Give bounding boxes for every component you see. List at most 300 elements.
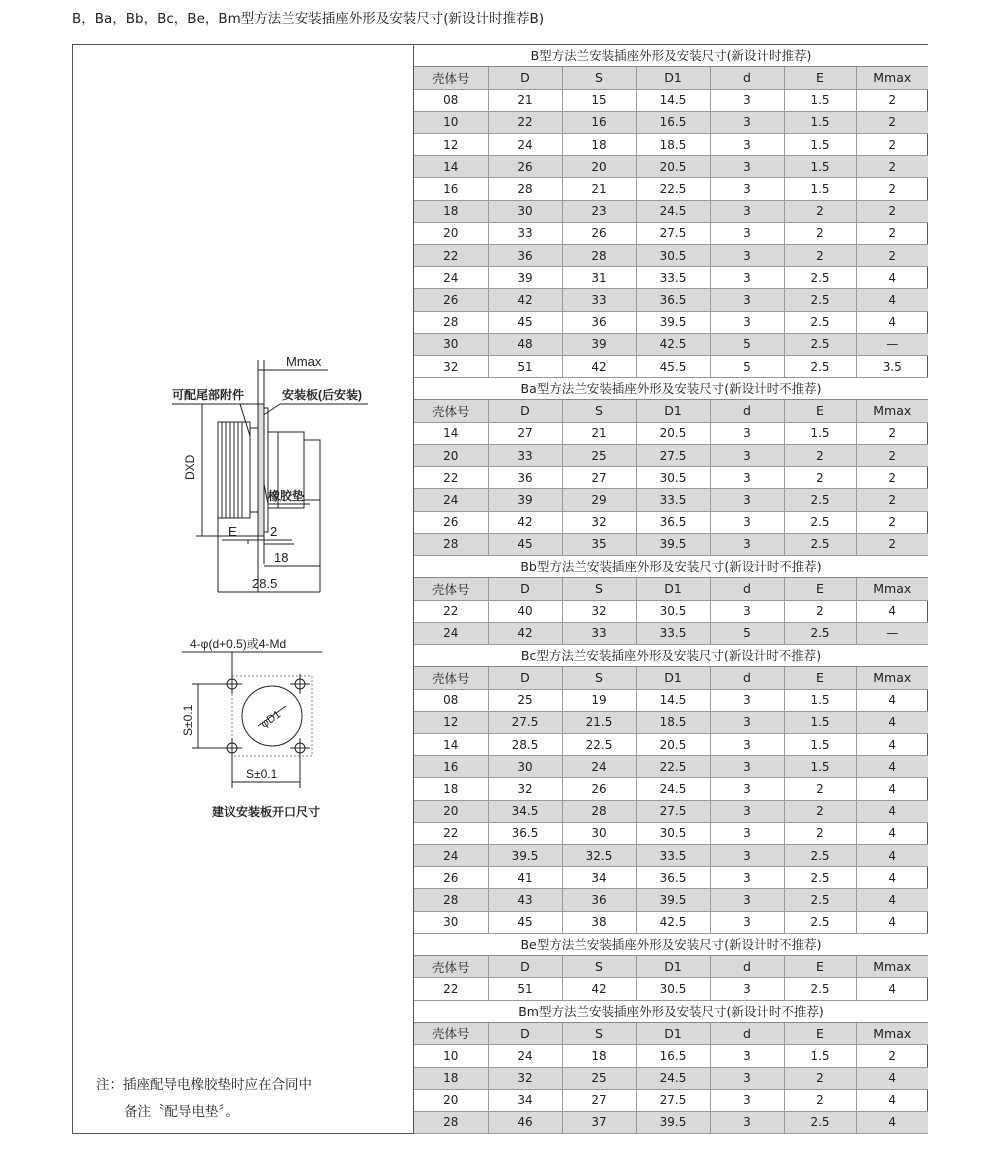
table-cell: 1.5 [784, 89, 856, 111]
table-cell: 3 [710, 978, 784, 1000]
table-section [414, 556, 928, 645]
table-cell: 1.5 [784, 111, 856, 133]
table-cell: 2.5 [784, 911, 856, 933]
table-cell: 4 [856, 689, 928, 711]
e-label: E [228, 524, 237, 539]
table-cell: 42 [488, 622, 562, 644]
column-header: Mmax [856, 956, 928, 978]
table-row [414, 267, 928, 289]
dimension-table [414, 67, 928, 378]
table-cell: 3 [710, 1089, 784, 1111]
table-cell: 3 [710, 867, 784, 889]
table-cell: 25 [562, 1067, 636, 1089]
table-cell: 3 [710, 533, 784, 555]
table-cell: 20.5 [636, 156, 710, 178]
table-cell: 30 [562, 822, 636, 844]
table-cell: 34 [562, 867, 636, 889]
table-cell: 43 [488, 889, 562, 911]
column-header: Mmax [856, 578, 928, 600]
table-cell: 18 [414, 200, 488, 222]
table-cell: 2 [856, 178, 928, 200]
drawing-panel [72, 44, 414, 1134]
table-row [414, 222, 928, 244]
table-cell: 3 [710, 289, 784, 311]
column-header: D1 [636, 67, 710, 89]
table-cell: 29 [562, 489, 636, 511]
table-cell: 3 [710, 445, 784, 467]
table-cell: 42 [488, 289, 562, 311]
note-line-2: 备注〝配导电垫〞。 [124, 1104, 239, 1120]
table-cell: 3 [710, 756, 784, 778]
column-header: D1 [636, 667, 710, 689]
table-header-row [414, 578, 928, 600]
table-cell: 39 [488, 267, 562, 289]
table-cell: 32 [488, 1067, 562, 1089]
table-row [414, 333, 928, 355]
table-cell: 25 [562, 445, 636, 467]
table-cell: 2 [856, 245, 928, 267]
table-cell: 26 [488, 156, 562, 178]
table-cell: 2 [856, 89, 928, 111]
table-cell: 2 [856, 533, 928, 555]
table-cell: — [856, 622, 928, 644]
dimension-table [414, 667, 928, 934]
section-title: B型方法兰安装插座外形及安装尺寸(新设计时推荐) [414, 45, 928, 67]
table-cell: 2 [784, 467, 856, 489]
column-header: S [562, 400, 636, 422]
table-cell: 10 [414, 1045, 488, 1067]
table-row [414, 911, 928, 933]
table-section [414, 645, 928, 934]
table-cell: 1.5 [784, 734, 856, 756]
table-row [414, 756, 928, 778]
dimension-table [414, 578, 928, 645]
gasket-label: 橡胶垫 [268, 489, 305, 503]
table-cell: 20 [414, 800, 488, 822]
table-cell: 22 [414, 467, 488, 489]
table-cell: 3 [710, 889, 784, 911]
table-cell: 2.5 [784, 978, 856, 1000]
table-cell: 2.5 [784, 289, 856, 311]
table-cell: 39.5 [636, 533, 710, 555]
column-header: D [488, 67, 562, 89]
table-cell: 2.5 [784, 267, 856, 289]
section-title: Bc型方法兰安装插座外形及安装尺寸(新设计时不推荐) [414, 645, 928, 667]
mmax-label: Mmax [286, 354, 322, 369]
table-cell: 2.5 [784, 511, 856, 533]
table-cell: 16 [414, 178, 488, 200]
table-cell: 24.5 [636, 1067, 710, 1089]
table-cell: 33.5 [636, 622, 710, 644]
table-cell: 3 [710, 245, 784, 267]
table-cell: 20 [414, 1089, 488, 1111]
table-cell: 45.5 [636, 355, 710, 377]
table-cell: 27.5 [636, 1089, 710, 1111]
table-cell: 3 [710, 222, 784, 244]
table-cell: 2.5 [784, 489, 856, 511]
table-cell: 2 [784, 1067, 856, 1089]
table-cell: 4 [856, 867, 928, 889]
column-header: 壳体号 [414, 578, 488, 600]
table-cell: 2.5 [784, 533, 856, 555]
table-cell: 4 [856, 800, 928, 822]
table-cell: 36 [562, 889, 636, 911]
table-cell: 51 [488, 978, 562, 1000]
table-cell: 2.5 [784, 1111, 856, 1133]
table-cell: 30.5 [636, 467, 710, 489]
table-row [414, 978, 928, 1000]
table-cell: 08 [414, 689, 488, 711]
table-cell: 18 [562, 134, 636, 156]
table-cell: 3 [710, 89, 784, 111]
table-cell: 22 [414, 600, 488, 622]
section-title: Ba型方法兰安装插座外形及安装尺寸(新设计时不推荐) [414, 378, 928, 400]
table-cell: 2 [784, 800, 856, 822]
table-cell: 36.5 [488, 822, 562, 844]
column-header: d [710, 956, 784, 978]
table-cell: 32 [562, 511, 636, 533]
tail-accessory-label: 可配尾部附件 [172, 388, 245, 402]
table-cell: 36 [562, 311, 636, 333]
table-row [414, 889, 928, 911]
dim-28-5-label: 28.5 [252, 576, 278, 591]
column-header: E [784, 956, 856, 978]
table-cell: 22.5 [636, 178, 710, 200]
table-cell: 4 [856, 778, 928, 800]
table-cell: 34.5 [488, 800, 562, 822]
table-cell: 2 [856, 1045, 928, 1067]
column-header: E [784, 67, 856, 89]
table-cell: 2 [784, 600, 856, 622]
table-cell: 2 [856, 445, 928, 467]
table-cell: 35 [562, 533, 636, 555]
table-cell: 3 [710, 489, 784, 511]
table-cell: 2 [856, 111, 928, 133]
table-cell: 4 [856, 978, 928, 1000]
table-cell: 39 [488, 489, 562, 511]
column-header: D1 [636, 578, 710, 600]
hole-callout-label: 4-φ(d+0.5)或4-Md [190, 637, 287, 651]
table-cell: 3 [710, 267, 784, 289]
table-cell: 2 [784, 822, 856, 844]
table-cell: 41 [488, 867, 562, 889]
column-header: E [784, 1023, 856, 1045]
table-cell: 28.5 [488, 734, 562, 756]
table-cell: 45 [488, 311, 562, 333]
column-header: 壳体号 [414, 1023, 488, 1045]
table-cell: 2 [856, 489, 928, 511]
table-row [414, 489, 928, 511]
note [96, 1072, 312, 1126]
table-cell: 4 [856, 1089, 928, 1111]
table-cell: 24 [414, 622, 488, 644]
table-row [414, 1067, 928, 1089]
table-cell: 12 [414, 711, 488, 733]
table-cell: 3 [710, 134, 784, 156]
table-cell: 18 [414, 1067, 488, 1089]
column-header: D [488, 578, 562, 600]
column-header: D [488, 1023, 562, 1045]
column-header: D [488, 667, 562, 689]
table-cell: 14 [414, 422, 488, 444]
table-cell: 28 [414, 533, 488, 555]
table-cell: 4 [856, 289, 928, 311]
table-cell: 22 [414, 978, 488, 1000]
table-cell: 3 [710, 1045, 784, 1067]
table-cell: 1.5 [784, 134, 856, 156]
table-cell: 3 [710, 800, 784, 822]
table-cell: 18 [414, 778, 488, 800]
table-cell: 27 [562, 467, 636, 489]
table-cell: 39.5 [636, 311, 710, 333]
column-header: D [488, 400, 562, 422]
table-cell: 14 [414, 734, 488, 756]
table-section [414, 1001, 928, 1134]
table-cell: 20.5 [636, 734, 710, 756]
dxd-label: DXD [183, 454, 197, 480]
table-section [414, 378, 928, 556]
cutout-caption: 建议安装板开口尺寸 [212, 805, 321, 819]
table-cell: 2 [856, 134, 928, 156]
section-title: Bb型方法兰安装插座外形及安装尺寸(新设计时不推荐) [414, 556, 928, 578]
column-header: 壳体号 [414, 400, 488, 422]
table-cell: 3 [710, 467, 784, 489]
table-cell: 2.5 [784, 333, 856, 355]
panel-label: 安装板(后安装) [282, 388, 362, 402]
table-cell: 30.5 [636, 978, 710, 1000]
table-cell: 3 [710, 200, 784, 222]
column-header: S [562, 1023, 636, 1045]
table-cell: 32 [414, 355, 488, 377]
table-cell: 4 [856, 311, 928, 333]
column-header: D1 [636, 400, 710, 422]
table-cell: 3 [710, 711, 784, 733]
table-cell: 2 [784, 245, 856, 267]
table-cell: 27.5 [636, 800, 710, 822]
s-vertical-label: S±0.1 [181, 704, 195, 736]
table-cell: 22 [488, 111, 562, 133]
table-cell: 1.5 [784, 756, 856, 778]
table-cell: 5 [710, 355, 784, 377]
column-header: E [784, 667, 856, 689]
table-cell: 33.5 [636, 489, 710, 511]
column-header: 壳体号 [414, 67, 488, 89]
table-cell: 2.5 [784, 889, 856, 911]
table-cell: 28 [488, 178, 562, 200]
table-cell: 19 [562, 689, 636, 711]
table-cell: 33.5 [636, 845, 710, 867]
table-cell: 3.5 [856, 355, 928, 377]
table-cell: 2 [784, 445, 856, 467]
column-header: S [562, 67, 636, 89]
table-cell: — [856, 333, 928, 355]
table-cell: 08 [414, 89, 488, 111]
table-cell: 30 [488, 756, 562, 778]
table-cell: 39.5 [636, 889, 710, 911]
table-row [414, 689, 928, 711]
table-row [414, 622, 928, 644]
table-cell: 33 [562, 622, 636, 644]
table-cell: 32 [562, 600, 636, 622]
table-cell: 33 [488, 222, 562, 244]
dimension-tables [414, 45, 928, 1134]
table-cell: 2 [856, 467, 928, 489]
table-cell: 48 [488, 333, 562, 355]
table-cell: 33.5 [636, 267, 710, 289]
table-cell: 27.5 [488, 711, 562, 733]
column-header: Mmax [856, 67, 928, 89]
table-cell: 37 [562, 1111, 636, 1133]
table-row [414, 822, 928, 844]
table-cell: 5 [710, 622, 784, 644]
table-cell: 36.5 [636, 511, 710, 533]
table-cell: 18.5 [636, 134, 710, 156]
column-header: d [710, 1023, 784, 1045]
column-header: 壳体号 [414, 956, 488, 978]
table-cell: 24.5 [636, 778, 710, 800]
table-cell: 25 [488, 689, 562, 711]
table-header-row [414, 400, 928, 422]
note-line-1: 注：插座配导电橡胶垫时应在合同中 [96, 1077, 312, 1093]
table-cell: 28 [414, 311, 488, 333]
table-cell: 3 [710, 178, 784, 200]
column-header: D1 [636, 1023, 710, 1045]
table-cell: 3 [710, 911, 784, 933]
table-row [414, 800, 928, 822]
table-cell: 2.5 [784, 867, 856, 889]
table-cell: 1.5 [784, 156, 856, 178]
table-cell: 3 [710, 778, 784, 800]
table-row [414, 867, 928, 889]
table-cell: 4 [856, 267, 928, 289]
table-cell: 24.5 [636, 200, 710, 222]
table-cell: 4 [856, 911, 928, 933]
table-row [414, 600, 928, 622]
table-cell: 4 [856, 734, 928, 756]
table-cell: 30 [414, 911, 488, 933]
table-cell: 42 [562, 978, 636, 1000]
table-cell: 2.5 [784, 845, 856, 867]
table-row [414, 1111, 928, 1133]
table-cell: 30 [488, 200, 562, 222]
table-cell: 2 [856, 422, 928, 444]
table-cell: 4 [856, 1067, 928, 1089]
column-header: E [784, 400, 856, 422]
table-cell: 2.5 [784, 622, 856, 644]
table-cell: 23 [562, 200, 636, 222]
table-cell: 40 [488, 600, 562, 622]
table-cell: 3 [710, 111, 784, 133]
table-cell: 38 [562, 911, 636, 933]
table-cell: 5 [710, 333, 784, 355]
table-cell: 26 [414, 289, 488, 311]
table-row [414, 511, 928, 533]
table-header-row [414, 1023, 928, 1045]
table-cell: 3 [710, 422, 784, 444]
table-cell: 1.5 [784, 178, 856, 200]
table-row [414, 134, 928, 156]
column-header: d [710, 67, 784, 89]
column-header: D [488, 956, 562, 978]
table-cell: 16 [562, 111, 636, 133]
table-cell: 4 [856, 822, 928, 844]
table-row [414, 289, 928, 311]
dimension-table [414, 956, 928, 1001]
table-cell: 31 [562, 267, 636, 289]
table-cell: 16 [414, 756, 488, 778]
table-row [414, 445, 928, 467]
column-header: Mmax [856, 400, 928, 422]
table-cell: 1.5 [784, 689, 856, 711]
table-cell: 3 [710, 511, 784, 533]
table-cell: 39.5 [488, 845, 562, 867]
table-cell: 22.5 [636, 756, 710, 778]
table-cell: 10 [414, 111, 488, 133]
table-cell: 15 [562, 89, 636, 111]
table-row [414, 845, 928, 867]
table-cell: 2 [856, 222, 928, 244]
table-cell: 21.5 [562, 711, 636, 733]
table-cell: 4 [856, 845, 928, 867]
column-header: Mmax [856, 1023, 928, 1045]
table-cell: 46 [488, 1111, 562, 1133]
column-header: S [562, 956, 636, 978]
table-cell: 14.5 [636, 89, 710, 111]
table-cell: 27 [562, 1089, 636, 1111]
table-cell: 42.5 [636, 333, 710, 355]
table-cell: 24 [414, 845, 488, 867]
table-row [414, 1045, 928, 1067]
table-cell: 21 [562, 422, 636, 444]
table-cell: 20 [562, 156, 636, 178]
table-row [414, 89, 928, 111]
table-cell: 4 [856, 1111, 928, 1133]
table-cell: 2 [784, 778, 856, 800]
table-cell: 24 [414, 489, 488, 511]
page-title: B，Ba，Bb，Bc，Be，Bm型方法兰安装插座外形及安装尺寸(新设计时推荐B) [72, 11, 545, 27]
table-section [414, 45, 928, 378]
table-cell: 24 [488, 134, 562, 156]
table-cell: 3 [710, 1067, 784, 1089]
table-cell: 26 [414, 867, 488, 889]
table-cell: 42 [488, 511, 562, 533]
table-cell: 16.5 [636, 111, 710, 133]
table-cell: 36.5 [636, 289, 710, 311]
table-cell: 14.5 [636, 689, 710, 711]
table-cell: 24 [414, 267, 488, 289]
column-header: d [710, 667, 784, 689]
table-cell: 28 [414, 889, 488, 911]
table-cell: 26 [562, 222, 636, 244]
table-cell: 42 [562, 355, 636, 377]
table-cell: 16.5 [636, 1045, 710, 1067]
table-cell: 20 [414, 222, 488, 244]
table-cell: 4 [856, 756, 928, 778]
table-cell: 42.5 [636, 911, 710, 933]
dim-18-label: 18 [274, 550, 289, 565]
table-cell: 20 [414, 445, 488, 467]
table-header-row [414, 956, 928, 978]
table-cell: 2 [856, 200, 928, 222]
table-row [414, 533, 928, 555]
table-cell: 27.5 [636, 222, 710, 244]
table-row [414, 156, 928, 178]
table-cell: 2 [856, 511, 928, 533]
table-cell: 45 [488, 911, 562, 933]
table-cell: 26 [414, 511, 488, 533]
table-cell: 26 [562, 778, 636, 800]
table-cell: 30 [414, 333, 488, 355]
